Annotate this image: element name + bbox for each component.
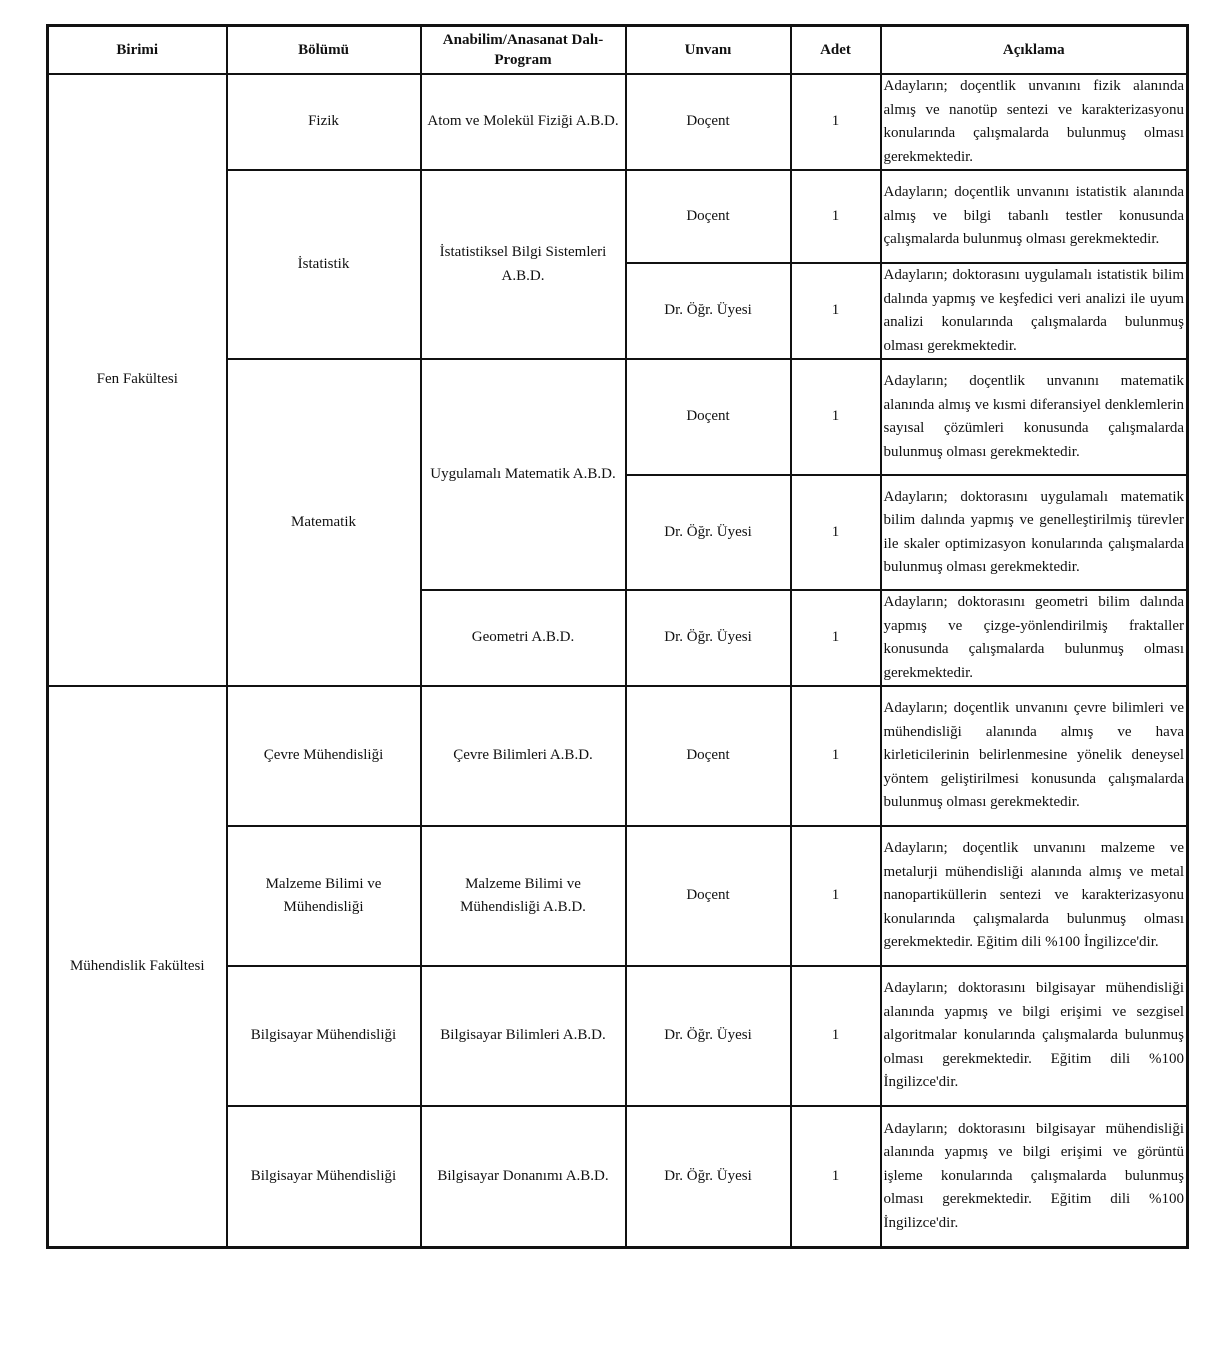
title-cell: Doçent [626, 826, 791, 966]
program-cell: Bilgisayar Donanımı A.B.D. [421, 1106, 626, 1247]
department-cell: Bilgisayar Mühendisliği [227, 1106, 421, 1247]
department-cell: Matematik [227, 359, 421, 686]
header-aciklama: Açıklama [881, 26, 1188, 75]
description-cell: Adayların; doçentlik unvanını istatistik alanında almış ve bilgi tabanlı testler konusunda çalışmalarda bulunmuş olması gerekmektedir. [881, 170, 1188, 263]
title-cell: Dr. Öğr. Üyesi [626, 1106, 791, 1247]
program-cell: Atom ve Molekül Fiziği A.B.D. [421, 74, 626, 170]
count-cell: 1 [791, 74, 881, 170]
faculty-cell: Mühendislik Fakültesi [48, 686, 227, 1247]
department-cell: Malzeme Bilimi ve Mühendisliği [227, 826, 421, 966]
count-cell: 1 [791, 263, 881, 359]
program-cell: Çevre Bilimleri A.B.D. [421, 686, 626, 826]
faculty-cell: Fen Fakültesi [48, 74, 227, 686]
count-cell: 1 [791, 686, 881, 826]
count-cell: 1 [791, 359, 881, 475]
department-cell: İstatistik [227, 170, 421, 359]
title-cell: Doçent [626, 74, 791, 170]
program-cell: İstatistiksel Bilgi Sistemleri A.B.D. [421, 170, 626, 359]
title-cell: Dr. Öğr. Üyesi [626, 590, 791, 686]
program-cell: Bilgisayar Bilimleri A.B.D. [421, 966, 626, 1106]
count-cell: 1 [791, 966, 881, 1106]
count-cell: 1 [791, 590, 881, 686]
header-row [48, 26, 1188, 75]
description-cell: Adayların; doçentlik unvanını malzeme ve metalurji mühendisliği alanında almış ve metal nanopartiküllerin sentezi ve karakterizasyonu konularında çalışmalarda bulunmuş olması gerekmektedir. Eğitim dili %100 İngilizce'dir. [881, 826, 1188, 966]
table-row [48, 686, 1188, 826]
description-cell: Adayların; doçentlik unvanını çevre bilimleri ve mühendisliği alanında almış ve hava kirleticilerinin belirlenmesine yönelik deneysel yöntem geliştirilmesi konusunda çalışmalarda bulunmuş olması gerekmektedir. [881, 686, 1188, 826]
department-cell: Bilgisayar Mühendisliği [227, 966, 421, 1106]
department-cell: Çevre Mühendisliği [227, 686, 421, 826]
header-birimi: Birimi [48, 26, 227, 75]
title-cell: Dr. Öğr. Üyesi [626, 966, 791, 1106]
title-cell: Doçent [626, 686, 791, 826]
title-cell: Dr. Öğr. Üyesi [626, 475, 791, 590]
description-cell: Adayların; doçentlik unvanını matematik alanında almış ve kısmi diferansiyel denklemlerin sayısal çözümleri konusunda çalışmalarda bulunmuş olması gerekmektedir. [881, 359, 1188, 475]
positions-table [46, 24, 1189, 1249]
count-cell: 1 [791, 826, 881, 966]
header-anabilim: Anabilim/Anasanat Dalı-Program [421, 26, 626, 75]
program-cell: Uygulamalı Matematik A.B.D. [421, 359, 626, 590]
program-cell: Geometri A.B.D. [421, 590, 626, 686]
title-cell: Doçent [626, 359, 791, 475]
table-row [48, 74, 1188, 170]
count-cell: 1 [791, 170, 881, 263]
title-cell: Doçent [626, 170, 791, 263]
count-cell: 1 [791, 1106, 881, 1247]
description-cell: Adayların; doktorasını uygulamalı istatistik bilim dalında yapmış ve keşfedici veri analizi ile uyum analizi konularında çalışmalarda bulunmuş olması gerekmektedir. [881, 263, 1188, 359]
description-cell: Adayların; doktorasını bilgisayar mühendisliği alanında yapmış ve bilgi erişimi ve sezgisel algoritmalar konularında çalışmalarda bulunmuş olması gerekmektedir. Eğitim dili %100 İngilizce'dir. [881, 966, 1188, 1106]
header-bolumu: Bölümü [227, 26, 421, 75]
program-cell: Malzeme Bilimi ve Mühendisliği A.B.D. [421, 826, 626, 966]
description-cell: Adayların; doktorasını bilgisayar mühendisliği alanında yapmış ve bilgi erişimi ve görüntü işleme konularında çalışmalarda bulunmuş olması gerekmektedir. Eğitim dili %100 İngilizce'dir. [881, 1106, 1188, 1247]
header-unvani: Unvanı [626, 26, 791, 75]
department-cell: Fizik [227, 74, 421, 170]
title-cell: Dr. Öğr. Üyesi [626, 263, 791, 359]
description-cell: Adayların; doktorasını geometri bilim dalında yapmış ve çizge-yönlendirilmiş fraktaller konusunda çalışmalarda bulunmuş olması gerekmektedir. [881, 590, 1188, 686]
description-cell: Adayların; doktorasını uygulamalı matematik bilim dalında yapmış ve genelleştirilmiş türevler ile skaler optimizasyon konularında çalışmalarda bulunmuş olması gerekmektedir. [881, 475, 1188, 590]
description-cell: Adayların; doçentlik unvanını fizik alanında almış ve nanotüp sentezi ve karakterizasyonu konularında çalışmalarda bulunmuş olması gerekmektedir. [881, 74, 1188, 170]
header-adet: Adet [791, 26, 881, 75]
count-cell: 1 [791, 475, 881, 590]
